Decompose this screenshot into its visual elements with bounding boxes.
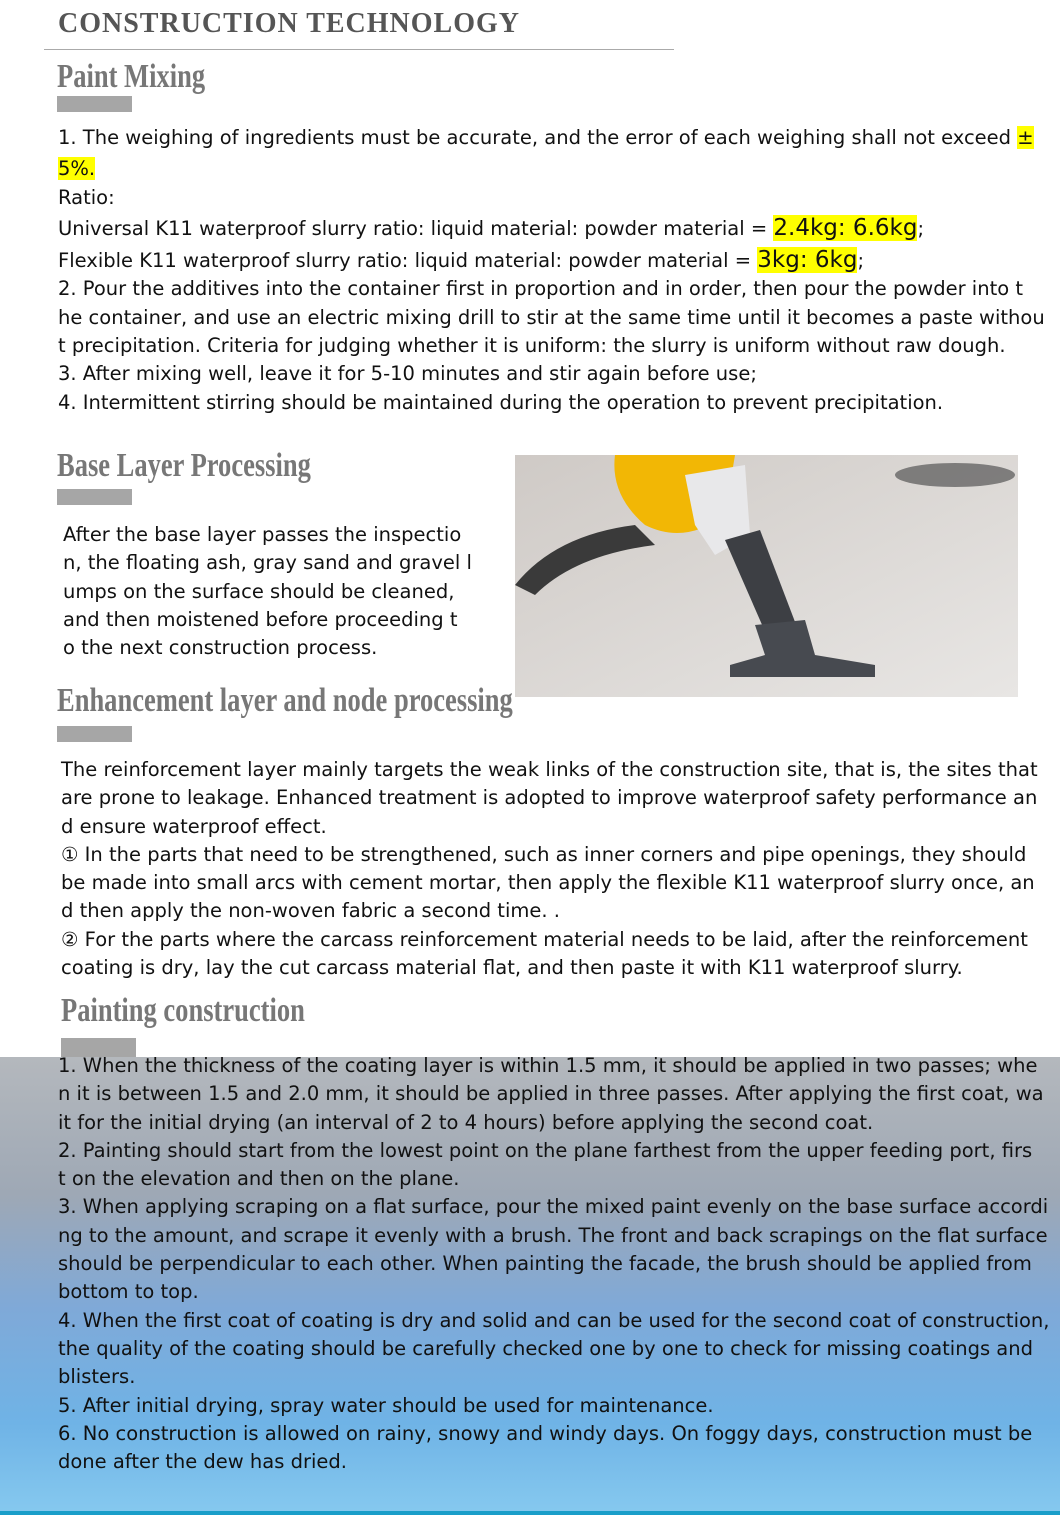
heading-painting-construction: Painting construction bbox=[61, 992, 305, 1029]
heading-enhancement-layer: Enhancement layer and node processing bbox=[57, 682, 513, 719]
text-line: umps on the surface should be cleaned, bbox=[63, 579, 455, 603]
text-line: are prone to leakage. Enhanced treatment is adopted to improve waterproof safety performance an bbox=[61, 786, 1038, 810]
text-line: ② For the parts where the carcass reinforcement material needs to be laid, after the reinforcement bbox=[61, 927, 1028, 951]
heading-underline-bar bbox=[57, 96, 132, 112]
text-line: The reinforcement layer mainly targets the weak links of the construction site, that is, the sites that bbox=[61, 758, 1038, 781]
text-line: bottom to top. bbox=[58, 1280, 199, 1304]
text-line: 3. When applying scraping on a flat surface, pour the mixed paint evenly on the base surface accordi bbox=[58, 1195, 1049, 1219]
heading-paint-mixing: Paint Mixing bbox=[57, 58, 206, 95]
text-line: done after the dew has dried. bbox=[58, 1450, 347, 1474]
highlight: ± bbox=[1017, 126, 1034, 149]
title-divider bbox=[44, 49, 674, 50]
text-line: 3. After mixing well, leave it for 5-10 minutes and stir again before use; bbox=[58, 362, 757, 386]
text-line: 4. Intermittent stirring should be maintained during the operation to prevent precipitation. bbox=[58, 390, 944, 414]
text-line: 1. The weighing of ingredients must be accurate, and the error of each weighing shall not exceed bbox=[58, 126, 1018, 149]
text-line: he container, and use an electric mixing drill to stir at the same time until it becomes a paste withou bbox=[58, 305, 1045, 329]
painting-text bbox=[58, 1052, 1049, 1476]
text-line: blisters. bbox=[58, 1365, 136, 1389]
base-layer-text bbox=[63, 521, 472, 662]
heading-base-layer: Base Layer Processing bbox=[57, 447, 311, 484]
text-line: should be perpendicular to each other. When painting the facade, the brush should be applied from bbox=[58, 1252, 1032, 1276]
text-line: Universal K11 waterproof slurry ratio: liquid material: powder material = bbox=[58, 216, 774, 240]
text-line: Ratio: bbox=[58, 185, 115, 209]
text-line: 6. No construction is allowed on rainy, snowy and windy days. On foggy days, construction must be bbox=[58, 1421, 1033, 1445]
text-line: 4. When the first coat of coating is dry and solid and can be used for the second coat of construction, bbox=[58, 1308, 1050, 1332]
paint-mixing-text bbox=[58, 124, 1045, 417]
text-line: 5. After initial drying, spray water should be used for maintenance. bbox=[58, 1393, 714, 1417]
vacuum-cleaner-photo bbox=[515, 455, 1018, 697]
text-line: t precipitation. Criteria for judging whether it is uniform: the slurry is uniform without raw dough. bbox=[58, 334, 1006, 358]
text-line: ① In the parts that need to be strengthened, such as inner corners and pipe openings, they should bbox=[61, 842, 1027, 866]
text-line: d then apply the non-woven fabric a second time. . bbox=[61, 899, 560, 923]
text-line: After the base layer passes the inspectio bbox=[63, 523, 462, 546]
text-line: 2. Painting should start from the lowest point on the plane farthest from the upper feeding port, firs bbox=[58, 1138, 1033, 1162]
heading-underline-bar bbox=[57, 726, 132, 742]
text-line: n, the floating ash, gray sand and gravel l bbox=[63, 551, 472, 575]
text-line: ; bbox=[857, 249, 865, 273]
text-line: it for the initial drying (an interval of 2 to 4 hours) before applying the second coat. bbox=[58, 1110, 874, 1134]
text-line: 2. Pour the additives into the container first in proportion and in order, then pour the powder into t bbox=[58, 277, 1023, 301]
heading-underline-bar bbox=[57, 489, 132, 505]
text-line: coating is dry, lay the cut carcass material flat, and then paste it with K11 waterproof slurry. bbox=[61, 956, 963, 980]
text-line: the quality of the coating should be carefully checked one by one to check for missing coatings and bbox=[58, 1336, 1033, 1360]
text-line: 1. When the thickness of the coating layer is within 1.5 mm, it should be applied in two passes; whe bbox=[58, 1054, 1038, 1077]
text-line: ; bbox=[917, 216, 925, 240]
text-line: n it is between 1.5 and 2.0 mm, it should be applied in three passes. After applying the first coat, wa bbox=[58, 1082, 1044, 1106]
highlight: 5%. bbox=[58, 157, 96, 181]
text-line: be made into small arcs with cement mortar, then apply the flexible K11 waterproof slurry once, an bbox=[61, 871, 1035, 895]
text-line: ng to the amount, and scrape it evenly with a brush. The front and back scrapings on the flat surface bbox=[58, 1223, 1048, 1247]
text-line: t on the elevation and then on the plane. bbox=[58, 1167, 460, 1191]
text-line: o the next construction process. bbox=[63, 636, 378, 660]
enhancement-text bbox=[61, 756, 1038, 982]
document-title: CONSTRUCTION TECHNOLOGY bbox=[58, 8, 521, 39]
highlight: 3kg: 6kg bbox=[757, 247, 858, 274]
text-line: Flexible K11 waterproof slurry ratio: liquid material: powder material = bbox=[58, 249, 758, 273]
text-line: d ensure waterproof effect. bbox=[61, 814, 327, 838]
text-line: and then moistened before proceeding t bbox=[63, 607, 458, 631]
highlight: 2.4kg: 6.6kg bbox=[773, 214, 918, 241]
